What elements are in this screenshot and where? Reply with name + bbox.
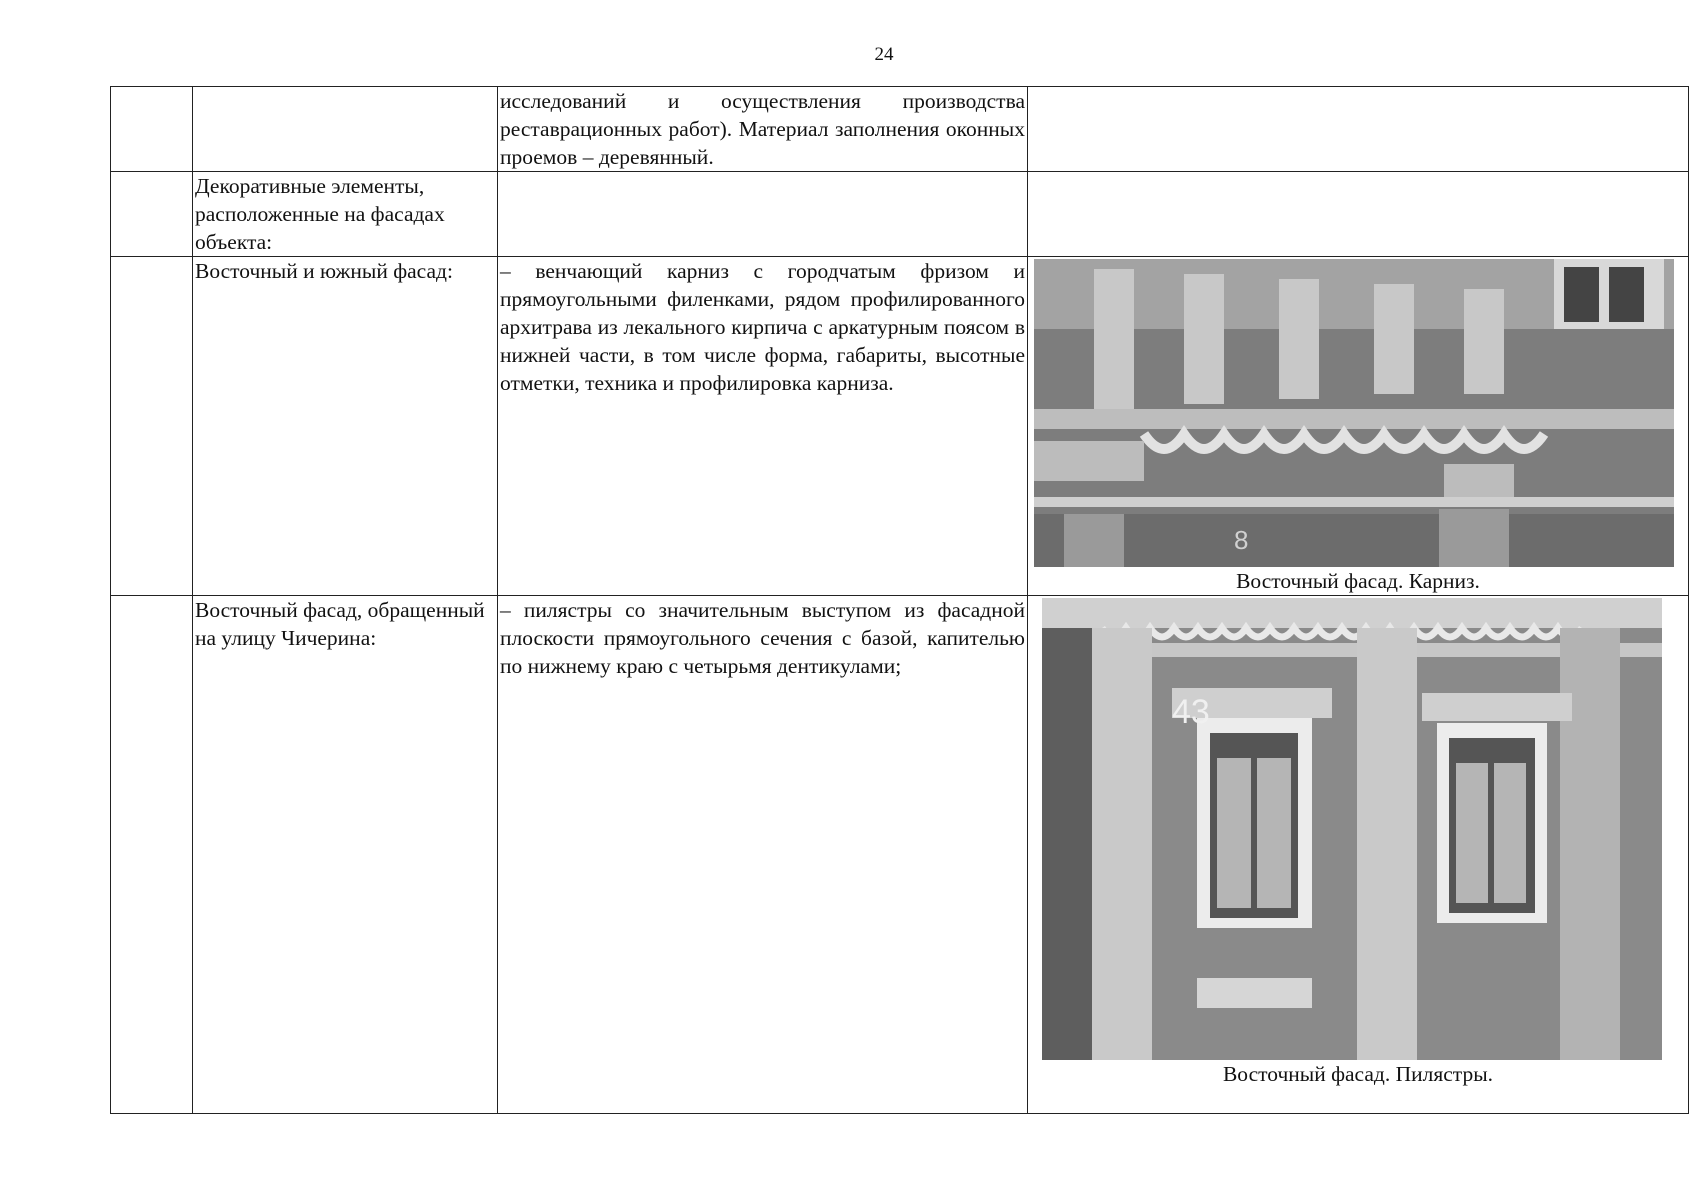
pilasters-photo — [1042, 598, 1662, 1060]
house-number-plate: 43 — [1172, 693, 1210, 731]
photo-cell — [1028, 172, 1689, 257]
pilasters-photo-drawing — [1042, 598, 1662, 1060]
photo-caption: Восточный фасад. Карниз. — [1236, 569, 1480, 593]
description-cell — [498, 172, 1028, 257]
element-cell: Декоративные элементы, расположенные на фасадах объекта: — [193, 172, 498, 257]
description-cell: исследований и осуществления производства реставрационных работ). Материал заполнения оконных проемов – деревянный. — [498, 87, 1028, 172]
number-cell — [111, 596, 193, 1114]
description-cell: – венчающий карниз с городчатым фризом и прямоугольными филенками, рядом профилированного архитрава из лекального кирпича с аркатурным поясом в нижней части, в том числе форма, габариты, высотные отметки, техника и профилировка карниза. — [498, 257, 1028, 596]
table-row — [111, 257, 1689, 596]
cornice-photo-drawing — [1034, 259, 1674, 567]
table-row — [111, 87, 1689, 172]
table-row — [111, 172, 1689, 257]
monument-description-table — [110, 86, 1689, 1114]
photo-cell — [1028, 257, 1689, 596]
table-row — [111, 596, 1689, 1114]
cornice-photo — [1034, 259, 1674, 567]
page-number: 24 — [874, 44, 894, 65]
photo-caption: Восточный фасад. Пилястры. — [1222, 1062, 1494, 1086]
photo-cell — [1028, 87, 1689, 172]
number-cell — [111, 87, 193, 172]
number-cell — [111, 172, 193, 257]
element-cell: Восточный фасад, обращенный на улицу Чичерина: — [193, 596, 498, 1114]
description-cell: – пилястры со значительным выступом из фасадной плоскости прямоугольного сечения с базой, капителью по нижнему краю с четырьмя дентикулами; — [498, 596, 1028, 1114]
number-cell — [111, 257, 193, 596]
element-cell — [193, 87, 498, 172]
element-cell: Восточный и южный фасад: — [193, 257, 498, 596]
house-number-plate: 8 — [1234, 525, 1249, 555]
photo-cell — [1028, 596, 1689, 1114]
